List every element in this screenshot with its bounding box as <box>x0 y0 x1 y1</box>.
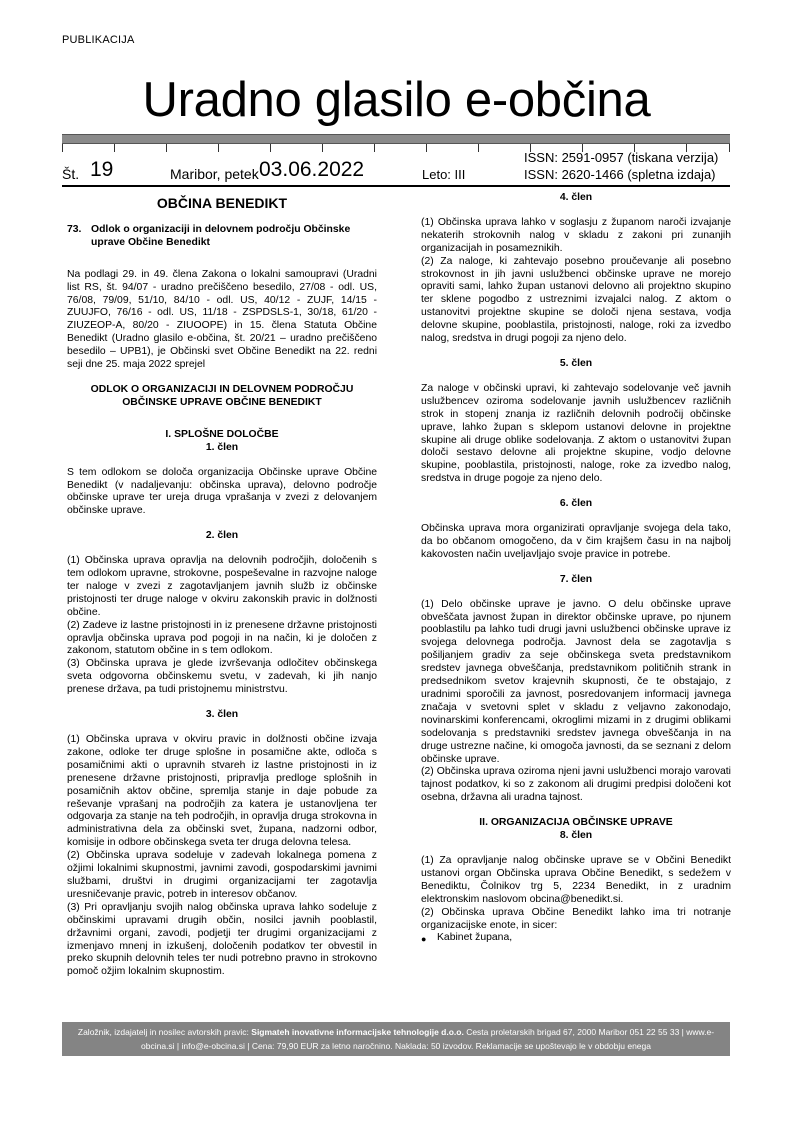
list-item-text: Kabinet župana, <box>437 932 513 944</box>
article-paragraph: (2) Občinska uprava oziroma njeni javni uslužbenci morajo varovati tajnost podatkov, ki so z zakonom ali drugimi predpisi določeni kot osebna, državna ali uradna tajnost. <box>421 766 731 804</box>
footer-details: Cesta proletarskih brigad 67, 2000 Maribor 051 22 55 33 | www.e-obcina.si | info@e-obcina.si | Cena: 79,90 EUR za letno naročnino. Naklada: 50 izvodov. Reklamacije se upoštevajo le v obdobju enega <box>141 1027 715 1051</box>
article-paragraph: (1) Občinska uprava lahko v soglasju z županom naroči izvajanje nekaterih strokovnih nalog v skladu z zakoni pri zunanjih organizacijah in posameznikih. <box>421 216 731 254</box>
article-paragraph: (2) Občinska uprava Občine Benedikt lahko ima tri notranje organizacijske enote, in sicer: <box>421 906 731 931</box>
article-paragraph: (1) Delo občinske uprave je javno. O delu občinske uprave obveščata javnost župan in direktor občinske uprave, po njunem pooblastilu pa lahko tudi drugi javni uslužbenci občinske uprave iz svojega delovnega področja. Javnost dela se zagotavlja s pošiljanjem gradiv za seje občinskega sveta predstavnikom sredstev javnega obveščanja, predstavnikom političnih strank in predsednikom svetov krajevnih skupnosti, če te obstajajo, z uradnimi sporočili za javnost, posredovanjem informacij javnega značaja v svetovni splet v skladu z veljavno zakonodajo, novinarskimi konferencami, okroglimi mizami in z drugimi oblikami sodelovanja s predstavniki sredstev javnega obveščanja in na druge ustrezne načine, ki omogoča javnosti, da se seznani z delom občinske uprave. <box>421 598 731 765</box>
decree-title-text: Odlok o organizaciji in delovnem področju Občinske uprave Občine Benedikt <box>91 223 351 248</box>
article-paragraph: (2) Zadeve iz lastne pristojnosti in iz prenesene državne pristojnosti opravlja občinska uprava pod pogoji in na način, ki je določen z zakonom, statutom občine in s tem odlokom. <box>67 619 377 657</box>
article-heading: 1. člen <box>205 441 239 453</box>
publication-label: PUBLIKACIJA <box>62 34 135 46</box>
article-heading: 4. člen <box>559 192 593 203</box>
article-text: Občinska uprava mora organizirati opravljanje svojega dela tako, da bo občanom omogočeno, da v čim krajšem času in na najbolj kakovosten način uveljavljajo svoje pravice in potrebe. <box>421 523 731 560</box>
decree-preamble: Na podlagi 29. in 49. člena Zakona o lokalni samoupravi (Uradni list RS, št. 94/07 - uradno prečiščeno besedilo, 27/08 - odl. US, 76/08, 79/09, 51/10, 84/10 - odl. US, 40/12 - ZUJF, 14/15 - ZUUJFO, 76/16 - odl. US, 11/18 - ZSPDSLS-1, 30/18, 61/20 - ZIUZEOP-A, 80/20 - ZIUOOPE) in 15. člena Statuta Občine Benedikt (Uradno glasilo e-občina, št. 20/21 – uradno prečiščeno besedilo – UPB1), je Občinski svet Občine Benedikt na 22. redni seji dne 25. maja 2022 sprejel <box>67 268 377 371</box>
article-paragraph: (2) Za naloge, ki zahtevajo posebno proučevanje ali posebno strokovnost in jih javni uslužbenci občinske uprave ne morejo opraviti sami, lahko župan ustanovi delovno ali projektno skupino ter sklene pogodbo z ustreznimi izvajalci nalog. Z aktom o ustanovitvi projektne skupine se določi njena sestava, vodja delovne skupine, pooblastila, pristojnosti, naloge, roki za izvedbo nalog, sredstva in drugi pogoji za njeno delo. <box>421 255 731 345</box>
issue-year: Leto: III <box>422 167 466 182</box>
bullet-icon: ● <box>421 934 427 945</box>
gazette-title: Uradno glasilo e-občina <box>142 73 651 127</box>
article-paragraph: (3) Občinska uprava je glede izvrševanja odločitev občinskega sveta odgovorna občinskemu svetu, v zadevah, ki jih nanjo prenese država, pa tudi pristojnemu ministrstvu. <box>67 658 377 696</box>
article-text: Za naloge v občinski upravi, ki zahtevajo sodelovanje več javnih uslužbencev oziroma sodelovanje javnih uslužbencev različnih strok in stopenj znanja iz različnih delovnih področij občinske uprave, lahko župan s sklepom ustanovi delovne in projektne skupine ali druge oblike sodelovanja. Z aktom o ustanovitvi župan določi sestavo delovne ali projektne skupine, vodjo delovne skupine, pooblastila, pristojnosti, naloge, roke za izvedbo nalog, sredstva in druge pogoje za njeno delo. <box>421 382 731 485</box>
article-heading: 3. člen <box>205 709 239 721</box>
left-column <box>67 192 377 979</box>
issue-info <box>62 150 730 184</box>
article-heading: 6. člen <box>559 498 593 510</box>
article-paragraph: (1) Občinska uprava v okviru pravic in dolžnosti občine izvaja zakone, odloke ter druge splošne in posamične akte, odloča s posamičnimi akti o upravnih stvareh iz lastne pristojnosti in iz prenesene državne pristojnosti, pripravlja predloge splošnih in posamičnih aktov občine, spremlja stanje in daje pobude za reševanje vprašanj na področjih za katera je ustanovljena ter odgovarja za stanje na teh področjih, in opravlja druga strokovna in administrativna dela za občinski svet, župana, nadzorni odbor, komisije in odbore občinskega sveta ter druga delovna telesa. <box>67 734 377 849</box>
decree-title <box>67 224 377 250</box>
footer-publisher: Sigmateh inovativne informacijske tehnologije d.o.o. <box>251 1027 464 1037</box>
decree-number: 73. <box>67 223 82 235</box>
list-item <box>421 932 731 946</box>
article-heading: 8. člen <box>559 830 593 842</box>
publisher-footer <box>62 1022 730 1056</box>
municipality-heading: OBČINA BENEDIKT <box>156 195 288 211</box>
article-paragraph: (1) Za opravljanje nalog občinske uprave se v Občini Benedikt ustanovi organ Občinska uprava Občine Benedikt, s sedežem v Benediktu, Čolnikov trg 5, 2234 Benedikt, in z uradnim elektronskim naslovom obcina@benedikt.si. <box>421 854 731 905</box>
article-text: S tem odlokom se določa organizacija Občinske uprave Občine Benedikt (v nadaljevanju: občinska uprava), delovno področje občinske uprave ter ureja druga vprašanja v zvezi z delovanjem občinske uprave. <box>67 466 377 517</box>
masthead-rule <box>62 134 730 144</box>
article-paragraph: (2) Občinska uprava sodeluje v zadevah lokalnega pomena z ožjimi lokalnimi skupnostmi, javnimi zavodi, gospodarskimi javnimi službami, društvi in drugimi organizacijami ter zagotavlja uresničevanje pravic, potreb in interesov občanov. <box>67 850 377 900</box>
issue-number: 19 <box>90 158 114 181</box>
issn-print: ISSN: 2591-0957 (tiskana verzija) <box>524 150 719 165</box>
article-heading: 7. člen <box>559 573 593 585</box>
header-divider <box>62 185 730 187</box>
ordinance-heading: ODLOK O ORGANIZACIJI IN DELOVNEM PODROČJU OBČINSKE UPRAVE OBČINE BENEDIKT <box>90 383 354 408</box>
footer-lead: Založnik, izdajatelj in nosilec avtorskih pravic: <box>77 1027 252 1037</box>
issue-place: Maribor, petek <box>170 166 259 182</box>
chapter-heading: I. SPLOŠNE DOLOČBE <box>165 428 279 440</box>
article-heading: 2. člen <box>205 530 239 542</box>
chapter-heading: II. ORGANIZACIJA OBČINSKE UPRAVE <box>479 817 673 829</box>
issue-prefix: Št. <box>62 166 80 182</box>
issue-date: 03.06.2022 <box>259 158 365 181</box>
issn-web: ISSN: 2620-1466 (spletna izdaja) <box>524 167 716 182</box>
right-column <box>421 192 731 946</box>
article-paragraph: (3) Pri opravljanju svojih nalog občinska uprava lahko sodeluje z občinskimi upravami drugih občin, nosilci javnih pooblastil, državnimi organi, zavodi, podjetji ter drugimi organizacijami z izmenjavo mnenj in izkušenj, določenih podatkov ter obvestil in preko skupnih delovnih teles ter nudi potrebno pravno in strokovno pomoč ožjim lokalnim skupnostim. <box>67 901 377 978</box>
article-heading: 5. člen <box>559 357 593 369</box>
article-paragraph: (1) Občinska uprava opravlja na delovnih področjih, določenih s tem odlokom upravne, strokovne, pospeševalne in razvojne naloge ter naloge v zvezi z zagotavljanjem javnih služb iz občinske pristojnosti ter druge naloge v okviru zakonskih pravic in dolžnosti občine. <box>67 555 377 618</box>
